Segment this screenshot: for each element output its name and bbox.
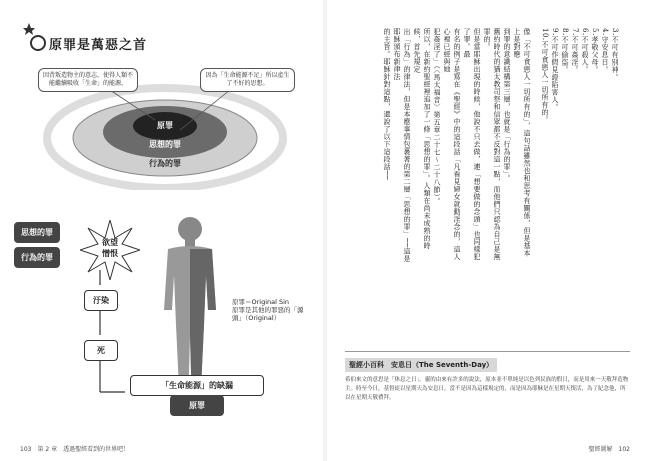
badge-original-sin: 原罪 [170, 395, 224, 416]
badge-death: 死 [84, 340, 118, 361]
sidebar-box-body: 希伯來文的意思是「休息之日」。靈的由來有許多的說法，原本並不單純是以色列民族的假日，而是用來一天敬拜造物主。時至今日，基督徒以星期天為安息日，當不是因為這樣規定的，而是因為耶穌是在星期天復活，為了紀念他，所以在星期天敬禮拜。 [345, 377, 629, 401]
body-text: 3.不可有別神。 4.守安息日。 5.孝敬父母。 6.不可殺人。 7.不可姦淫。 8.不可偷盜。 9.不可作假見證陷害人。 10.不可貪戀人一切所有的。 像「不可貪戀人一切所有的」，這句話雖然也和思考有關係，但是基本上是對應 到罪的意識結構第三層，也就是「行為的罪」。 舊約時代的猶太教司祭和信眾都不反對這一點，而他們只認為自己是無罪的。 但是當耶穌出現的時候，他說不只去做，連「想要做的念頭」也同樣犯了罪。最 有名的例子是寫在《聖經》中的這段話「凡看見婦女就動淫念的，這人心裡已經與她 犯姦淫了」（〈馬太福音〉第五章二十七～二十八節）。 所以，在新約聖經裡追加了一條「思想的罪」。人類在尚未成熟的時候，首先規定 出「行為」的律法，但是本應事情包裹著的第二層「思想的罪」──這是耶穌頒布新律法 的主旨。耶穌針對這點，還說了以下這段話── [383, 28, 619, 263]
sidebar-box-title: 聖經小百科 安息日（The Seventh-Day） [345, 358, 497, 372]
callout-lack-energy: 因為「生命能源不足」所以產生了不好的思想。 [200, 68, 295, 92]
badge-lack-energy: 「生命能源」的缺漏 [130, 375, 264, 396]
right-page [325, 0, 650, 461]
ring-thought-sin: 思想的罪 [149, 140, 181, 149]
badge-action-sin: 行為的罪 [14, 247, 60, 268]
page-footer-left: 103 第 2 章 透過聖經看到的世界吧！ [20, 446, 130, 453]
badge-pollution: 汙染 [84, 290, 118, 311]
ring-original-sin: 原罪 [157, 121, 173, 130]
original-sin-annotation: 原罪＝Original Sin 原罪是其他的罪惡的「源頭」（Original） [232, 298, 304, 322]
desire-label: 欲望 憎恨 [102, 238, 118, 258]
section-title: 原罪是萬惡之首 [30, 34, 147, 53]
ring-action-sin: 行為的罪 [149, 159, 181, 168]
page-footer-right: 聖經圖解 102 [588, 446, 630, 453]
sidebar-box [345, 351, 630, 403]
badge-thought-sin: 思想的罪 [14, 222, 60, 243]
callout-betrayal: 因背叛造物主的意志，使得人類不能繼續吸收「生命」的能源。 [38, 68, 138, 92]
